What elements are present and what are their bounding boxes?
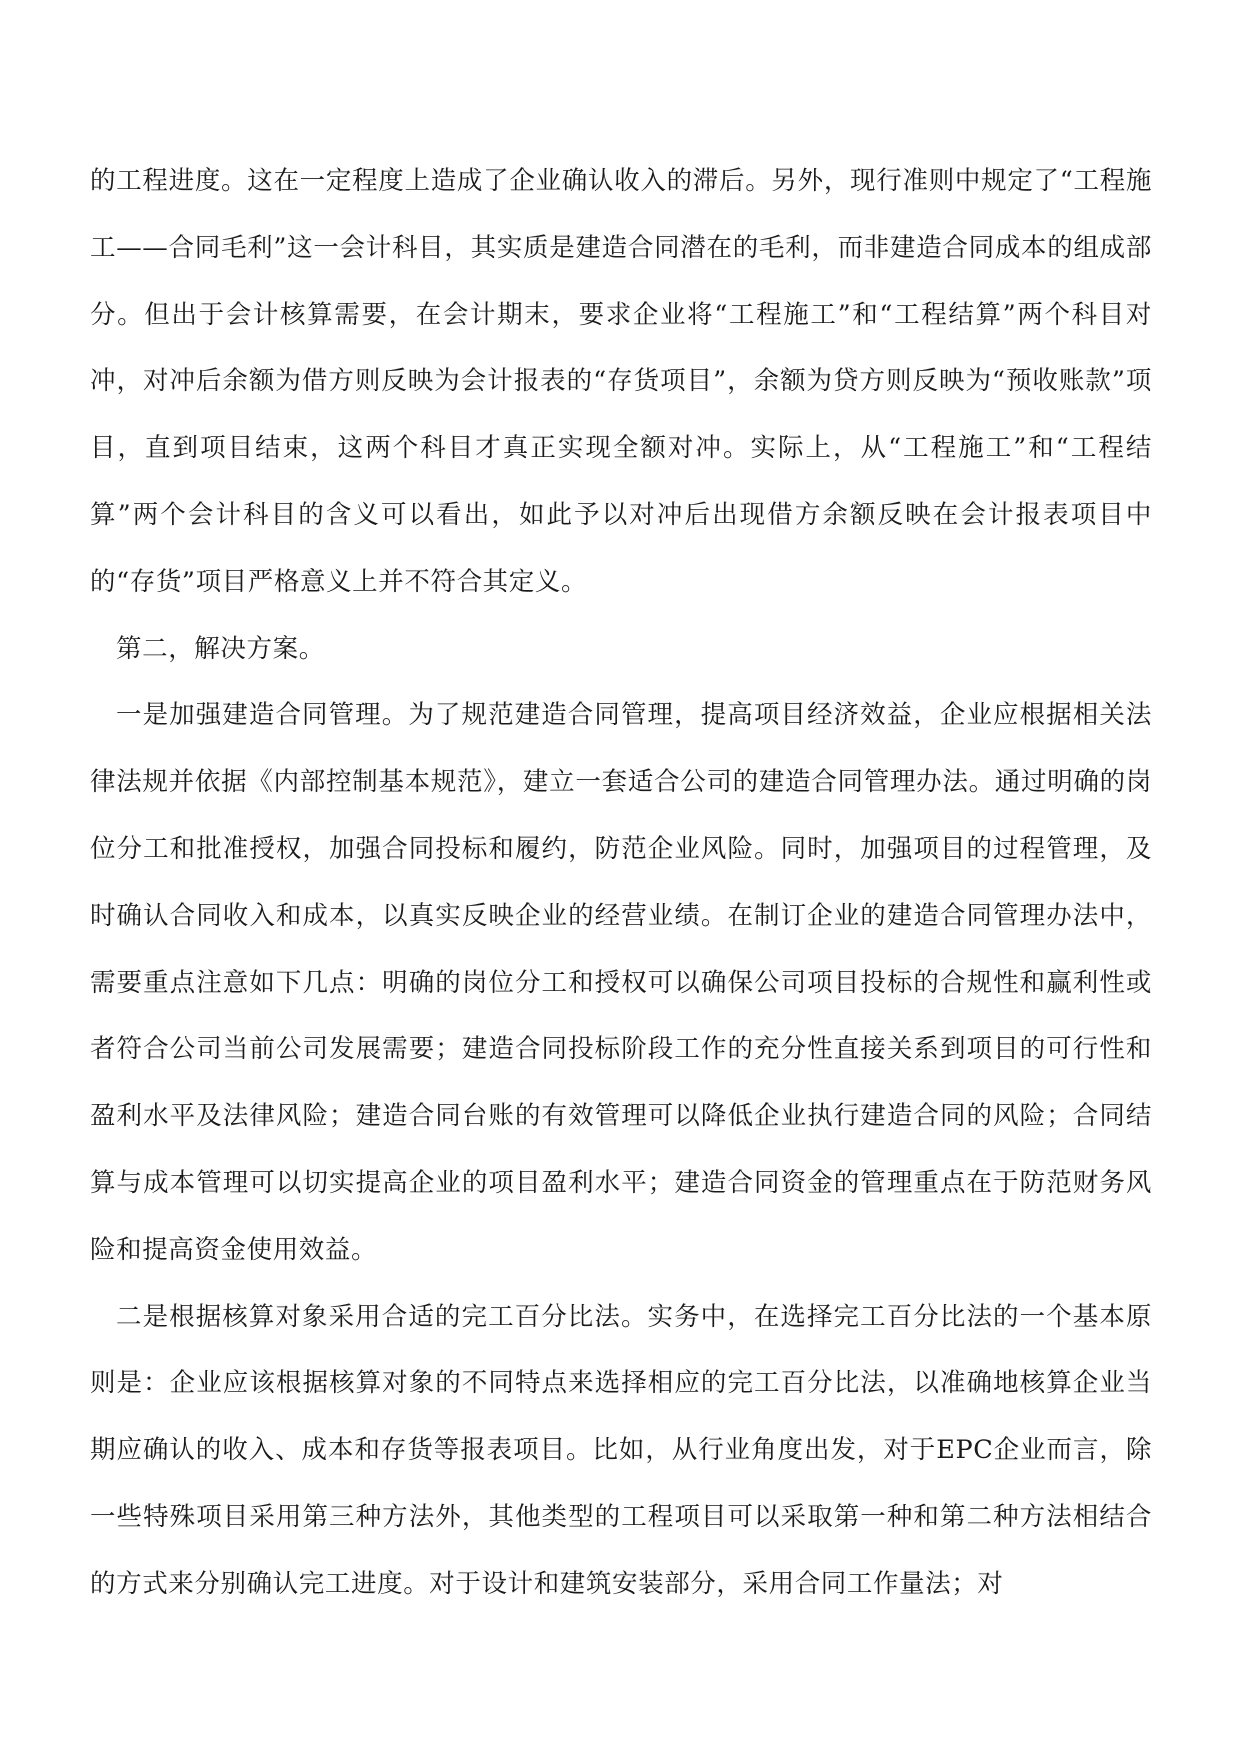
paragraph-continuation: 的工程进度。这在一定程度上造成了企业确认收入的滞后。另外，现行准则中规定了“工程施工——合同毛利”这一会计科目，其实质是建造合同潜在的毛利，而非建造合同成本的组成部分。但出于会计核算需要，在会计期末，要求企业将“工程施工”和“工程结算”两个科目对冲，对冲后余额为借方则反映为会计报表的“存货项目”，余额为贷方则反映为“预收账款”项目，直到项目结束，这两个科目才真正实现全额对冲。实际上，从“工程施工”和“工程结算”两个会计科目的含义可以看出，如此予以对冲后出现借方余额反映在会计报表项目中的“存货”项目严格意义上并不符合其定义。 bbox=[90, 166, 1152, 597]
paragraph-contract-management: 一是加强建造合同管理。为了规范建造合同管理，提高项目经济效益，企业应根据相关法律法规并依据《内部控制基本规范》，建立一套适合公司的建造合同管理办法。通过明确的岗位分工和批准授权，加强合同投标和履约，防范企业风险。同时，加强项目的过程管理，及时确认合同收入和成本，以真实反映企业的经营业绩。在制订企业的建造合同管理办法中，需要重点注意如下几点：明确的岗位分工和授权可以确保公司项目投标的合规性和赢利性或者符合公司当前公司发展需要；建造合同投标阶段工作的充分性直接关系到项目的可行性和盈利水平及法律风险；建造合同台账的有效管理可以降低企业执行建造合同的风险；合同结算与成本管理可以切实提高企业的项目盈利水平；建造合同资金的管理重点在于防范财务风险和提高资金使用效益。 bbox=[90, 700, 1152, 1265]
paragraph-percentage-completion: 二是根据核算对象采用合适的完工百分比法。实务中，在选择完工百分比法的一个基本原则是：企业应该根据核算对象的不同特点来选择相应的完工百分比法，以准确地核算企业当期应确认的收入、成本和存货等报表项目。比如，从行业角度出发，对于EPC企业而言，除一些特殊项目采用第三种方法外，其他类型的工程项目可以采取第一种和第二种方法相结合的方式来分别确认完工进度。对于设计和建筑安装部分，采用合同工作量法；对 bbox=[90, 1301, 1152, 1599]
body-text bbox=[90, 148, 1152, 1618]
section-heading-solutions: 第二，解决方案。 bbox=[116, 633, 325, 664]
